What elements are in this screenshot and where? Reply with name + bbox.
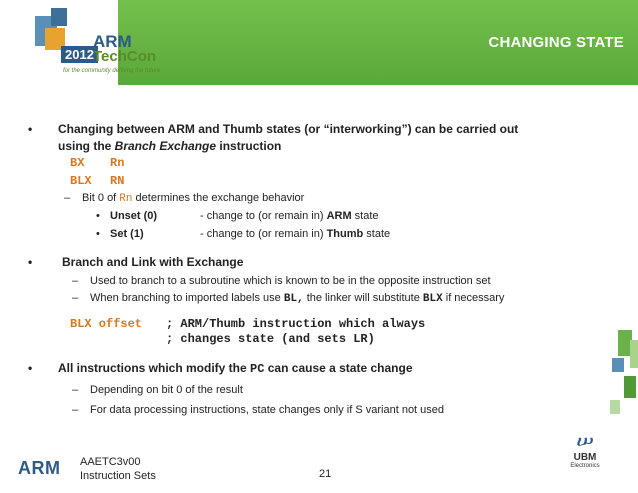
subsub-1-state: ARM (326, 210, 352, 222)
subsub-1-prefix: - change to (or remain in) (200, 210, 327, 222)
sub-1-register: Rn (119, 193, 133, 205)
sub-2-2-bl: BL, (283, 293, 304, 305)
sub-3-1: Depending on bit 0 of the result (90, 384, 243, 396)
logo-techcon: TechCon (93, 48, 157, 65)
subsub-1-suffix: state (351, 210, 379, 222)
sub-dash: – (72, 384, 79, 396)
footer-doc-title: Instruction Sets (80, 470, 156, 482)
logo-tagline: for the community defining the future (63, 68, 161, 74)
subsub-2-label: Set (1) (110, 228, 144, 240)
bullet-3-suffix: can cause a state change (264, 361, 413, 375)
bullet-1-emphasis: Branch Exchange (114, 139, 217, 153)
sub-dash: – (72, 404, 79, 416)
sub-2-2 (90, 292, 504, 305)
subsub-dot: • (96, 228, 100, 240)
slide-title: CHANGING STATE (488, 34, 624, 51)
deco-block (630, 340, 638, 368)
subsub-2-prefix: - change to (or remain in) (200, 228, 327, 240)
sub-1-suffix: determines the exchange behavior (132, 192, 305, 204)
deco-block (624, 376, 636, 398)
page-number: 21 (319, 468, 332, 480)
sub-1-prefix: Bit 0 of (82, 192, 120, 204)
subsub-1-text (200, 210, 379, 222)
logo-arm: ARM (93, 32, 132, 51)
logo-year: 2012 (61, 46, 98, 63)
ubm-text: UBM (573, 452, 597, 463)
sub-2-2-suffix: if necessary (442, 292, 505, 304)
bullet-1-prefix: using the (58, 139, 115, 153)
code-blx-arg: RN (110, 174, 125, 188)
decorative-blocks (598, 330, 638, 440)
footer-arm-logo: ARM (18, 458, 61, 478)
ubm-sub: Electronics (570, 463, 600, 469)
bullet-dot: • (28, 361, 33, 375)
deco-block (610, 400, 620, 414)
bullet-1-line1: Changing between ARM and Thumb states (or “interworking”) can be carried out (58, 122, 519, 136)
sub-dash: – (72, 275, 79, 287)
slide-header (0, 0, 638, 85)
sub-2-2-prefix: When branching to imported labels use (90, 292, 284, 304)
code-blx-offset: BLX offset (70, 317, 143, 331)
bullet-1-suffix: instruction (216, 139, 282, 153)
code-bx-arg: Rn (110, 156, 125, 170)
subsub-1-label: Unset (0) (110, 210, 158, 222)
sub-dash: – (64, 192, 71, 204)
sub-1 (82, 192, 304, 205)
code-comment-1: ; ARM/Thumb instruction which always (166, 317, 426, 331)
bullet-dot: • (28, 122, 33, 136)
footer-doc-code: AAETC3v00 (80, 456, 141, 468)
techcon-logo (35, 8, 195, 83)
bullet-dot: • (28, 255, 33, 269)
code-bx-op: BX (70, 156, 85, 170)
bullet-3-pc: PC (250, 362, 265, 376)
bullet-2: Branch and Link with Exchange (62, 255, 244, 269)
bullet-1-line2 (58, 139, 281, 153)
subsub-dot: • (96, 210, 100, 222)
subsub-2-state: Thumb (326, 228, 364, 240)
ubm-logo (560, 430, 610, 490)
code-blx-op: BLX (70, 174, 92, 188)
sub-2-2-middle: the linker will substitute (303, 292, 423, 304)
sub-dash: – (72, 292, 79, 304)
ubm-icon: ሠ (576, 428, 594, 453)
subsub-2-text (200, 228, 390, 240)
deco-block (612, 358, 624, 372)
logo-square (51, 8, 67, 26)
bullet-3-prefix: All instructions which modify the (58, 361, 251, 375)
bullet-3 (58, 361, 413, 376)
sub-2-2-blx: BLX (422, 293, 443, 305)
sub-2-1: Used to branch to a subroutine which is known to be in the opposite instruction set (90, 275, 491, 287)
subsub-2-suffix: state (363, 228, 391, 240)
sub-3-2: For data processing instructions, state changes only if S variant not used (90, 404, 445, 416)
code-comment-2: ; changes state (and sets LR) (166, 332, 375, 346)
